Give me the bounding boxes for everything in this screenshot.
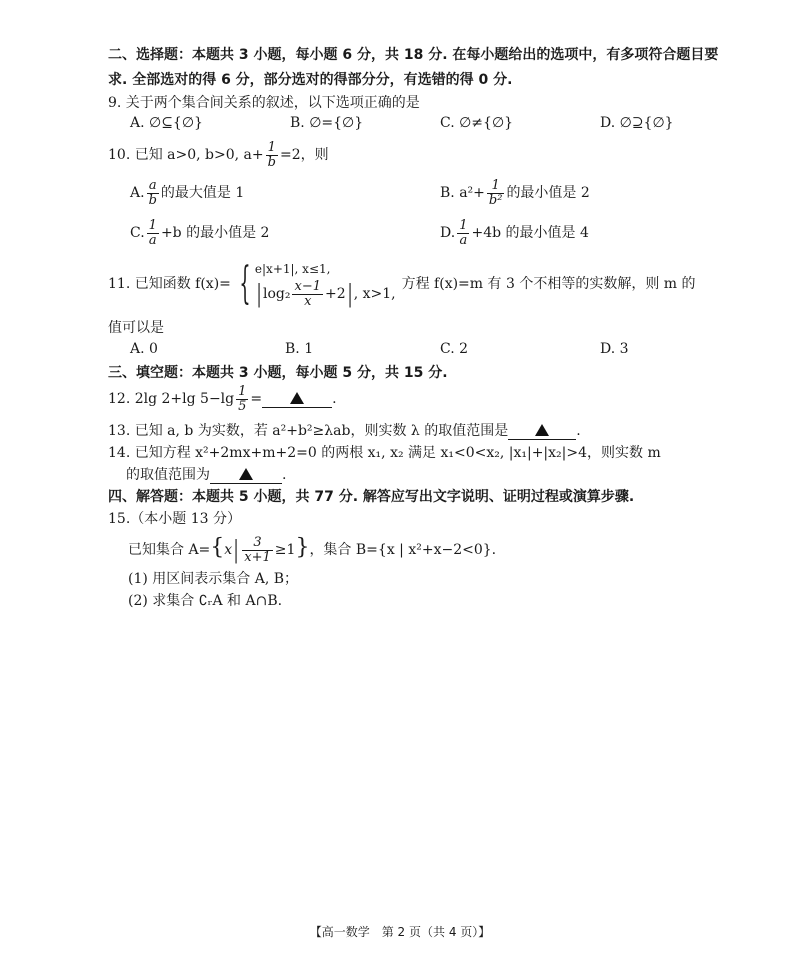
question-15-part-2: (2) 求集合 ∁ᵣA 和 A∩B. — [128, 593, 283, 609]
question-9-stem: 9. 关于两个集合间关系的叙述，以下选项正确的是 — [108, 95, 420, 111]
section-2-heading-line2: 求. 全部选对的得 6 分，部分选对的得部分分，有选错的得 0 分. — [108, 72, 513, 88]
question-10-option-c: C. $\frac{1}{a}$ +b 的最小值是 2 — [130, 217, 270, 248]
question-15-part-1: (1) 用区间表示集合 A, B； — [128, 571, 299, 587]
question-14-line1: 14. 已知方程 x²+2mx+m+2=0 的两根 x₁, x₂ 满足 x₁<0<x₂, |x₁|+|x₂|>4，则实数 m — [108, 445, 661, 461]
question-11-stem-line2: 值可以是 — [108, 320, 164, 336]
piecewise-function: e|x+1|, x≤1, | log₂ $\frac{x-1}{x}$ +2| , x>1, — [254, 262, 396, 309]
question-9-option-c: C. ∅≠{∅} — [440, 115, 514, 131]
question-10-option-a: A. $\frac{a}{b}$ 的最大值是 1 — [130, 177, 245, 208]
question-11-option-c: C. 2 — [440, 341, 469, 357]
triangle-icon — [239, 468, 253, 480]
question-13: 13. 已知 a, b 为实数，若 a²+b²≥λab，则实数 λ 的取值范围是 . — [108, 423, 581, 439]
question-9-option-a: A. ∅⊆{∅} — [130, 115, 203, 131]
question-9-option-b: B. ∅={∅} — [290, 115, 364, 131]
answer-blank[interactable] — [508, 423, 576, 440]
question-9-option-d: D. ∅⊇{∅} — [600, 115, 674, 131]
answer-blank[interactable] — [210, 467, 282, 484]
question-11-option-a: A. 0 — [130, 341, 158, 357]
question-14-line2: 的取值范围为 . — [126, 467, 287, 483]
triangle-icon — [535, 424, 549, 436]
question-11-option-d: D. 3 — [600, 341, 629, 357]
question-11-option-b: B. 1 — [285, 341, 314, 357]
question-12: 12. 2lg 2+lg 5−lg $\frac{1}{5}$ = . — [108, 383, 337, 414]
question-10-stem: 10. 已知 a>0, b>0, a+ $\frac{1}{b}$ =2，则 — [108, 139, 329, 170]
question-10-option-b: B. a²+ $\frac{1}{\text{b²}}$ 的最小值是 2 — [440, 177, 590, 208]
section-2-heading-line1: 二、选择题：本题共 3 小题，每小题 6 分，共 18 分. 在每小题给出的选项中，有多项符合题目要 — [108, 47, 719, 63]
question-11-options — [130, 341, 650, 359]
question-9-options — [130, 115, 674, 133]
left-brace-icon: { — [239, 258, 251, 309]
question-10-option-d: D. $\frac{1}{a}$ +4b 的最小值是 4 — [440, 217, 589, 248]
section-4-heading: 四、解答题：本题共 5 小题，共 77 分. 解答应写出文字说明、证明过程或演算步骤. — [108, 489, 635, 505]
question-11-stem: 11. 已知函数 f(x)= { e|x+1|, x≤1, | log₂ $\frac{x-1}{x}$ +2| , x>1, 方程 f(x)=m 有 3 个不相等的实数解，则 m 的 — [108, 258, 696, 309]
fraction: $\frac{1}{b}$ — [267, 139, 276, 170]
triangle-icon — [290, 392, 304, 404]
section-3-heading: 三、填空题：本题共 3 小题，每小题 5 分，共 15 分. — [108, 365, 448, 381]
question-15-title: 15.（本小题 13 分） — [108, 511, 241, 527]
page-footer: 【高一数学 第 2 页（共 4 页）】 — [309, 925, 491, 939]
question-15-sets: 已知集合 A={x| $\frac{3}{x+1}$ ≥1}，集合 B={x | x²+x−2<0}. — [128, 534, 497, 565]
answer-blank[interactable] — [262, 391, 332, 408]
